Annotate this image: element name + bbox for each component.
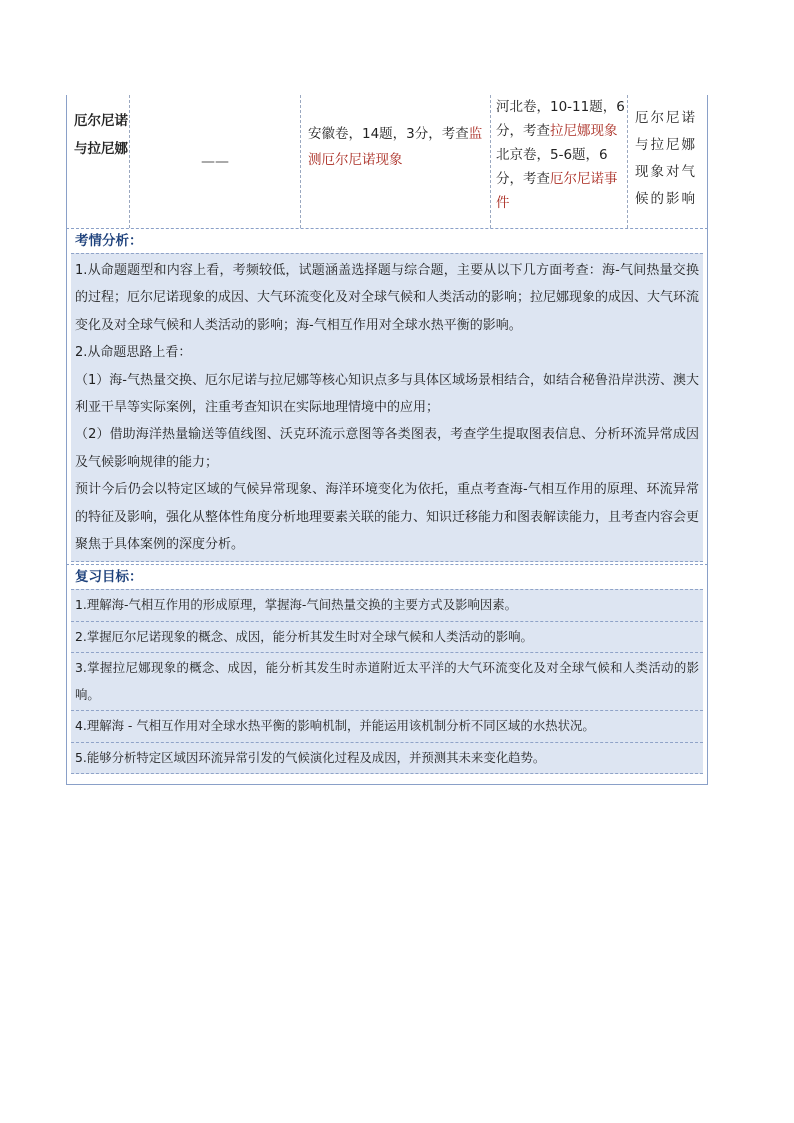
other-topic-1: 拉尼娜现象 — [550, 123, 618, 139]
exam-prefix: 安徽卷，14题，3分，考查 — [308, 126, 469, 142]
goals-title: 复习目标： — [75, 569, 143, 586]
goal-item: 1.理解海-气相互作用的形成原理，掌握海-气间热量交换的主要方式及影响因素。 — [71, 589, 703, 621]
goal-item: 2.掌握厄尔尼诺现象的概念、成因，能分析其发生时对全球气候和人类活动的影响。 — [71, 621, 703, 653]
goal-item: 3.掌握拉尼娜现象的概念、成因，能分析其发生时赤道附近太平洋的大气环流变化及对全球气候和人类活动的影响。 — [71, 652, 703, 710]
analysis-paragraph: 预计今后仍会以特定区域的气候异常现象、海洋环境变化为依托，重点考查海-气相互作用的原理、环流异常的特征及影响，强化从整体性角度分析地理要素关联的能力、知识迁移能力和图表解读能力，且考查内容会更聚焦于具体案例的深度分析。 — [75, 482, 700, 553]
analysis-paragraph: 2.从命题思路上看： — [75, 345, 192, 361]
analysis-section — [66, 229, 708, 565]
other-line-1: 河北卷，10-11题，6分，考查 — [496, 99, 625, 139]
analysis-paragraph: （2）借助海洋热量输送等值线图、沃克环流示意图等各类图表，考查学生提取图表信息、分析环流异常成因及气候影响规律的能力； — [75, 427, 699, 470]
goal-item: 4.理解海 - 气相互作用对全球水热平衡的影响机制，并能运用该机制分析不同区域的水热状况。 — [71, 710, 703, 742]
other-line-2: 北京卷，5-6题，6分，考查 — [496, 147, 608, 187]
other-exams-cell — [490, 95, 627, 228]
exam-topic: 监测厄尔尼诺现象 — [308, 126, 483, 168]
other-topic-2: 厄尔尼诺事件 — [496, 171, 618, 211]
goals-section — [66, 565, 708, 785]
analysis-paragraph: （1）海-气热量交换、厄尔尼诺与拉尼娜等核心知识点多与具体区域场景相结合，如结合秘鲁沿岸洪涝、澳大利亚干旱等实际案例，注重考查知识在实际地理情境中的应用； — [75, 372, 699, 416]
document-sheet — [66, 95, 708, 785]
analysis-body — [71, 253, 703, 562]
trend-cell: 厄尔尼诺与拉尼娜现象对气候的影响 — [627, 95, 709, 228]
table-row — [66, 95, 708, 229]
topic-cell: 厄尔尼诺与拉尼娜 — [74, 113, 128, 157]
goal-item: 5.能够分析特定区域因环流异常引发的气候演化过程及成因，并预测其未来变化趋势。 — [71, 742, 703, 775]
exam-cell — [300, 95, 490, 228]
analysis-paragraph: 1.从命题题型和内容上看，考频较低，试题涵盖选择题与综合题，主要从以下几方面考查：海-气间热量交换的过程；厄尔尼诺现象的成因、大气环流变化及对全球气候和人类活动的影响；拉尼娜现象的成因、大气环流变化及对全球气候和人类活动的影响；海-气相互作用对全球水热平衡的影响。 — [75, 263, 700, 333]
empty-cell: —— — [129, 95, 300, 228]
analysis-title: 考情分析： — [75, 233, 143, 249]
